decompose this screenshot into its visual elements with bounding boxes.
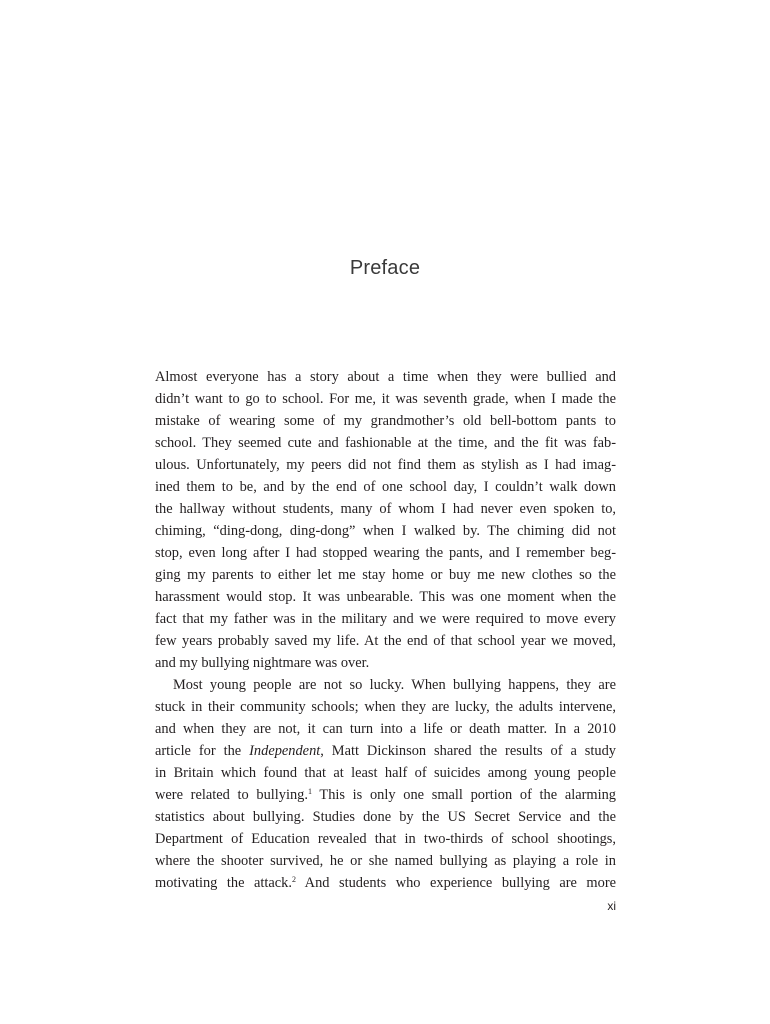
text-line (155, 740, 616, 762)
text-line: the hallway without students, many of whom I had never even spoken to, (155, 501, 616, 517)
text-line: statistics about bullying. Studies done by the US Secret Service and the (155, 809, 616, 825)
line-text: This is only one small portion of the alarming (311, 787, 616, 803)
text-line: stuck in their community schools; when they are lucky, the adults intervene, (155, 699, 616, 715)
text-line: in Britain which found that at least half of suicides among young people (155, 765, 616, 781)
line-text: were related to bullying. (155, 787, 308, 803)
text-line: and when they are not, it can turn into a life or death matter. In a 2010 (155, 721, 616, 737)
footnote-ref: 2 (291, 875, 296, 884)
text-line: school. They seemed cute and fashionable at the time, and the fit was fab- (155, 435, 616, 451)
text-line: Department of Education revealed that in two-thirds of school shootings, (155, 831, 616, 847)
line-text: , Matt Dickinson shared the results of a study (320, 743, 616, 759)
text-line: few years probably saved my life. At the end of that school year we moved, (155, 633, 616, 649)
text-line: ulous. Unfortunately, my peers did not find them as stylish as I had imag- (155, 457, 616, 473)
text-line: and my bullying nightmare was over. (155, 655, 370, 671)
text-line (155, 872, 616, 894)
text-line: Most young people are not so lucky. When bullying happens, they are (173, 677, 616, 693)
paragraph-1 (155, 366, 616, 674)
line-text: article for the (155, 743, 250, 759)
text-line: where the shooter survived, he or she named bullying as playing a role in (155, 853, 616, 869)
publication-title: Independent (249, 743, 321, 759)
chapter-title: Preface (349, 257, 421, 279)
text-line: ging my parents to either let me stay home or buy me new clothes so the (155, 567, 616, 583)
line-text: motivating the attack. (155, 875, 292, 891)
text-line: mistake of wearing some of my grandmother’s old bell-bottom pants to (155, 413, 616, 429)
text-line: Almost everyone has a story about a time when they were bullied and (155, 369, 616, 385)
text-line (155, 784, 616, 806)
line-text: And students who experience bullying are more (295, 875, 616, 891)
text-line: stop, even long after I had stopped wearing the pants, and I remember beg- (155, 545, 616, 561)
footnote-ref: 1 (307, 787, 312, 796)
text-line: harassment would stop. It was unbearable. This was one moment when the (155, 589, 616, 605)
body-text (155, 366, 616, 894)
text-line: chiming, “ding-dong, ding-dong” when I walked by. The chiming did not (155, 523, 616, 539)
page-number: xi (607, 899, 616, 913)
paragraph-2 (155, 674, 616, 894)
text-line: ined them to be, and by the end of one school day, I couldn’t walk down (155, 479, 616, 495)
text-line: didn’t want to go to school. For me, it was seventh grade, when I made the (155, 391, 616, 407)
text-line: fact that my father was in the military and we were required to move every (155, 611, 616, 627)
